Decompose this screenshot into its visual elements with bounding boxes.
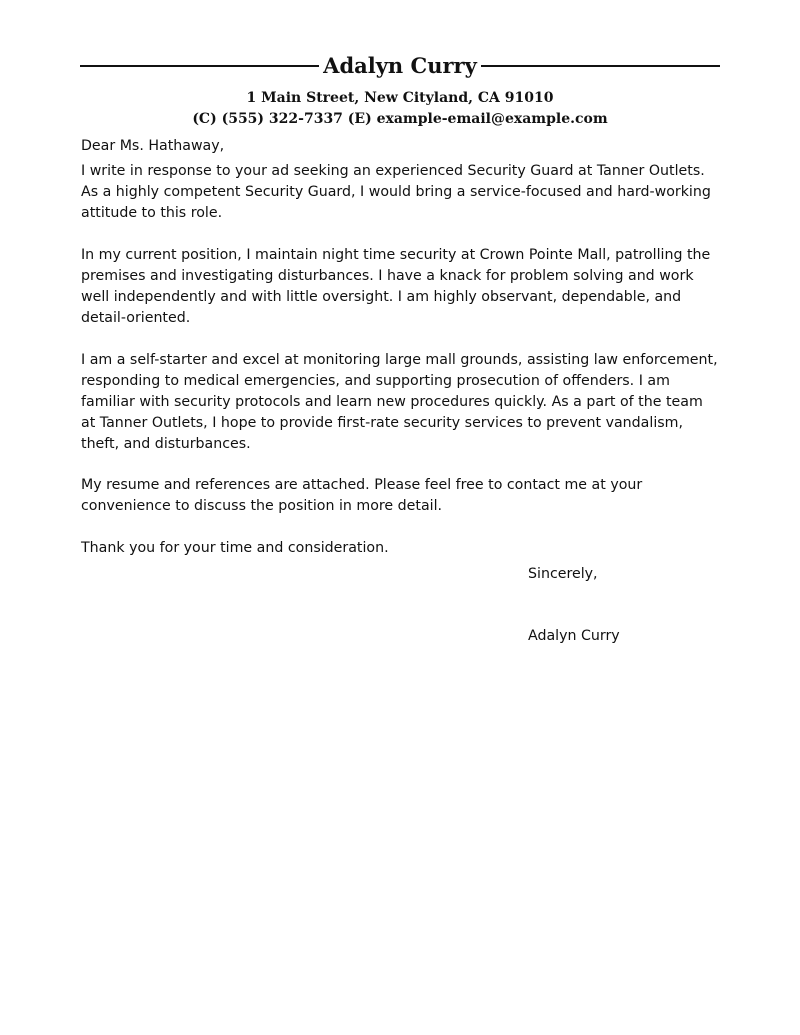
salutation: Dear Ms. Hathaway, <box>81 138 225 154</box>
body-paragraph-skills: I am a self-starter and excel at monitoring large mall grounds, assisting law enforcement, responding to medical emergencies, and supporting prosecution of offenders. I am familiar with security protocols and learn new procedures quickly. As a part of the team at Tanner Outlets, I hope to provide first-rate security services to prevent vandalism, theft, and disturbances. <box>81 352 718 452</box>
sender-address: 1 Main Street, New Cityland, CA 91010 <box>246 90 554 106</box>
body-paragraph-thanks: Thank you for your time and consideration. <box>81 540 389 556</box>
closing-word: Sincerely, <box>528 566 598 582</box>
letter-header <box>80 52 720 82</box>
header-rule-right <box>481 65 720 67</box>
sender-name-heading: Adalyn Curry <box>323 53 477 78</box>
body-paragraph-current-position: In my current position, I maintain night time security at Crown Pointe Mall, patrolling the premises and investigating disturbances. I have a knack for problem solving and work well independently and with little oversight. I am highly observant, dependable, and detail-oriented. <box>81 247 711 326</box>
body-paragraph-attachments: My resume and references are attached. Please feel free to contact me at your convenience to discuss the position in more detail. <box>81 477 643 514</box>
sender-contact-info: (C) (555) 322-7337 (E) example-email@example.com <box>192 111 608 127</box>
signature-name: Adalyn Curry <box>528 628 620 644</box>
body-paragraph-intro: I write in response to your ad seeking an experienced Security Guard at Tanner Outlets. As a highly competent Security Guard, I would bring a service-focused and hard-working attitude to this role. <box>81 163 711 221</box>
